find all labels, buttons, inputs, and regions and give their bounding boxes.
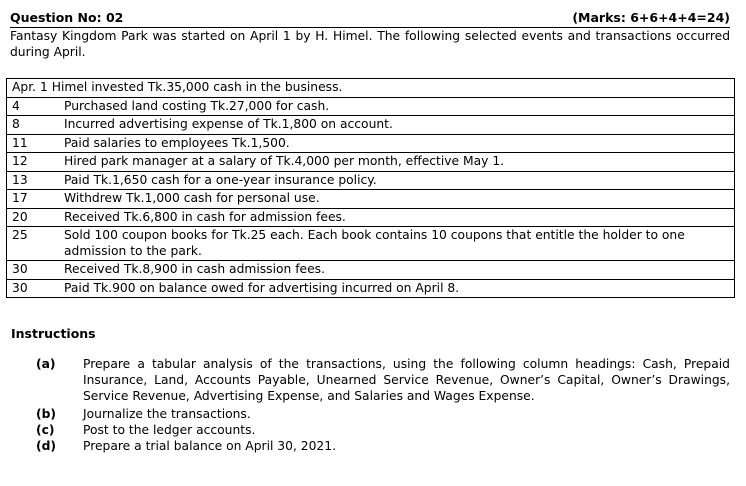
event-text: Withdrew Tk.1,000 cash for personal use. [55, 190, 735, 209]
instruction-label: (a) [36, 357, 56, 371]
event-day: 25 [7, 227, 56, 261]
question-header [10, 9, 730, 28]
event-text: Hired park manager at a salary of Tk.4,000 per month, effective May 1. [55, 153, 735, 172]
instruction-item-b [36, 406, 730, 422]
table-row [7, 208, 735, 227]
event-day: 30 [7, 261, 56, 280]
event-day: 11 [7, 134, 56, 153]
instruction-text: Prepare a trial balance on April 30, 2021. [83, 439, 336, 453]
event-day: 12 [7, 153, 56, 172]
instruction-text: Prepare a tabular analysis of the transactions, using the following column headings: Cash, Prepaid Insurance, Land, Accounts Payable, Unearned Service Revenue, Owner’s Capital, Owner’s Drawings, Service Revenue, Advertising Expense, and Salaries and Wages Expense. [83, 357, 730, 403]
table-row [7, 79, 735, 98]
event-text: Incurred advertising expense of Tk.1,800 on account. [55, 116, 735, 135]
event-day: 30 [7, 279, 56, 298]
event-day: 13 [7, 171, 56, 190]
table-row [7, 190, 735, 209]
instruction-label: (b) [36, 407, 57, 421]
table-row [7, 153, 735, 172]
table-row [7, 279, 735, 298]
event-text: Paid salaries to employees Tk.1,500. [55, 134, 735, 153]
event-text: Received Tk.6,800 in cash for admission fees. [55, 208, 735, 227]
event-day: 20 [7, 208, 56, 227]
instruction-item-c [36, 422, 730, 438]
table-row [7, 261, 735, 280]
marks-label: (Marks: 6+6+4+4=24) [572, 10, 730, 25]
instruction-item-a [36, 356, 730, 404]
instruction-label: (d) [36, 439, 57, 453]
event-day: 8 [7, 116, 56, 135]
instruction-item-d [36, 438, 730, 454]
event-text: Paid Tk.900 on balance owed for advertising incurred on April 8. [55, 279, 735, 298]
event-text: Received Tk.8,900 in cash admission fees. [55, 261, 735, 280]
question-number: Question No: 02 [10, 10, 124, 25]
event-text: Purchased land costing Tk.27,000 for cash. [55, 97, 735, 116]
instructions-heading: Instructions [11, 326, 96, 341]
table-row [7, 134, 735, 153]
event-day: 17 [7, 190, 56, 209]
event-text: Sold 100 coupon books for Tk.25 each. Each book contains 10 coupons that entitle the holder to one admission to the park. [55, 227, 735, 261]
table-row [7, 116, 735, 135]
table-row [7, 97, 735, 116]
events-table [6, 78, 735, 298]
instruction-text: Journalize the transactions. [83, 407, 251, 421]
table-row [7, 227, 735, 261]
event-day: 4 [7, 97, 56, 116]
instruction-text: Post to the ledger accounts. [83, 423, 256, 437]
instruction-label: (c) [36, 423, 55, 437]
intro-paragraph: Fantasy Kingdom Park was started on April 1 by H. Himel. The following selected events and transactions occurred during April. [10, 29, 730, 59]
table-row [7, 171, 735, 190]
first-event: Apr. 1 Himel invested Tk.35,000 cash in the business. [7, 79, 735, 98]
event-text: Paid Tk.1,650 cash for a one-year insurance policy. [55, 171, 735, 190]
